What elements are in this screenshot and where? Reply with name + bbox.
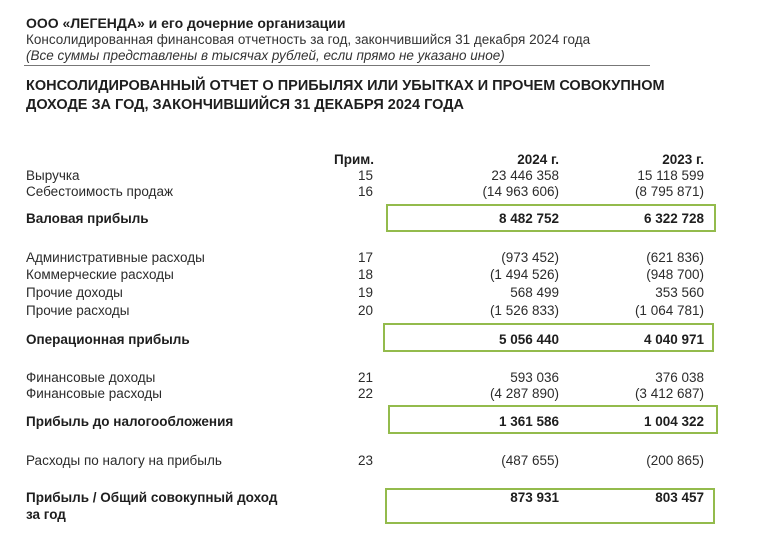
table-row-total-continuation xyxy=(0,507,758,523)
row-value-2023: 803 457 xyxy=(655,490,704,505)
row-value-2024: (14 963 606) xyxy=(482,184,559,199)
row-note: 23 xyxy=(357,453,373,468)
row-value-2023: (200 865) xyxy=(646,453,704,468)
units-note: (Все суммы представлены в тысячах рублей, если прямо не указано иное) xyxy=(26,48,505,63)
statement-title xyxy=(26,77,726,115)
row-label: Прочие расходы xyxy=(26,303,130,318)
row-value-2024: 8 482 752 xyxy=(498,211,559,226)
statement-title-line-2: ДОХОДЕ ЗА ГОД, ЗАКОНЧИВШИЙСЯ 31 ДЕКАБРЯ 2024 ГОДА xyxy=(26,97,464,113)
table-row xyxy=(0,303,758,319)
row-label: Прочие доходы xyxy=(26,285,123,300)
row-value-2023: 1 004 322 xyxy=(643,414,704,429)
row-value-2023: (621 836) xyxy=(646,250,704,265)
row-label: Коммерческие расходы xyxy=(26,267,174,282)
row-note: 21 xyxy=(357,370,373,385)
row-label: Административные расходы xyxy=(26,250,205,265)
statement-title-line-1: КОНСОЛИДИРОВАННЫЙ ОТЧЕТ О ПРИБЫЛЯХ ИЛИ УБЫТКАХ И ПРОЧЕМ СОВОКУПНОМ xyxy=(26,78,665,94)
report-subtitle: Консолидированная финансовая отчетность за год, закончившийся 31 декабря 2024 года xyxy=(26,32,591,47)
row-label: Прибыль до налогообложения xyxy=(26,414,234,429)
row-note: 15 xyxy=(357,168,373,183)
row-value-2024: 5 056 440 xyxy=(498,332,559,347)
column-header-2024: 2024 г. xyxy=(517,152,559,167)
row-note: 16 xyxy=(357,184,373,199)
header-divider xyxy=(24,65,650,66)
table-row xyxy=(0,267,758,283)
row-value-2023: (1 064 781) xyxy=(634,303,704,318)
row-value-2024: 23 446 358 xyxy=(491,168,559,183)
table-row-total xyxy=(0,332,758,348)
row-value-2024: (1 526 833) xyxy=(489,303,559,318)
row-label: Валовая прибыль xyxy=(26,211,149,226)
row-value-2023: 15 118 599 xyxy=(637,168,704,183)
row-note: 18 xyxy=(357,267,373,282)
table-row xyxy=(0,250,758,266)
row-note: 20 xyxy=(357,303,373,318)
row-label: Финансовые расходы xyxy=(26,386,162,401)
row-value-2024: 1 361 586 xyxy=(498,414,559,429)
row-value-2023: 4 040 971 xyxy=(643,332,704,347)
row-value-2024: 568 499 xyxy=(510,285,559,300)
row-value-2024: 873 931 xyxy=(510,490,559,505)
column-header-note: Прим. xyxy=(334,152,374,167)
row-label: Себестоимость продаж xyxy=(26,184,173,199)
column-header-2023: 2023 г. xyxy=(662,152,704,167)
column-headers xyxy=(0,152,758,168)
row-value-2024: (4 287 890) xyxy=(489,386,559,401)
table-row xyxy=(0,184,758,200)
table-row-total xyxy=(0,211,758,227)
table-row xyxy=(0,453,758,469)
row-value-2024: (487 655) xyxy=(501,453,559,468)
document-header xyxy=(26,15,656,64)
row-value-2023: 353 560 xyxy=(655,285,704,300)
row-label: Расходы по налогу на прибыль xyxy=(26,453,222,468)
row-value-2023: 6 322 728 xyxy=(643,211,704,226)
row-value-2023: (3 412 687) xyxy=(634,386,704,401)
company-name: ООО «ЛЕГЕНДА» и его дочерние организации xyxy=(26,15,346,31)
row-value-2024: 593 036 xyxy=(510,370,559,385)
row-value-2023: (948 700) xyxy=(646,267,704,282)
row-note: 17 xyxy=(357,250,373,265)
row-value-2023: (8 795 871) xyxy=(634,184,704,199)
table-row xyxy=(0,386,758,402)
row-label: Выручка xyxy=(26,168,80,183)
row-label: Прибыль / Общий совокупный доход xyxy=(26,490,278,505)
row-value-2024: (973 452) xyxy=(501,250,559,265)
row-label: Операционная прибыль xyxy=(26,332,190,347)
row-label-line-2: за год xyxy=(26,507,66,522)
table-row-total xyxy=(0,490,758,506)
row-value-2024: (1 494 526) xyxy=(489,267,559,282)
table-row xyxy=(0,370,758,386)
row-value-2023: 376 038 xyxy=(655,370,704,385)
table-row xyxy=(0,285,758,301)
row-note: 22 xyxy=(357,386,373,401)
table-row xyxy=(0,168,758,184)
table-row-total xyxy=(0,414,758,430)
row-label: Финансовые доходы xyxy=(26,370,156,385)
row-note: 19 xyxy=(357,285,373,300)
